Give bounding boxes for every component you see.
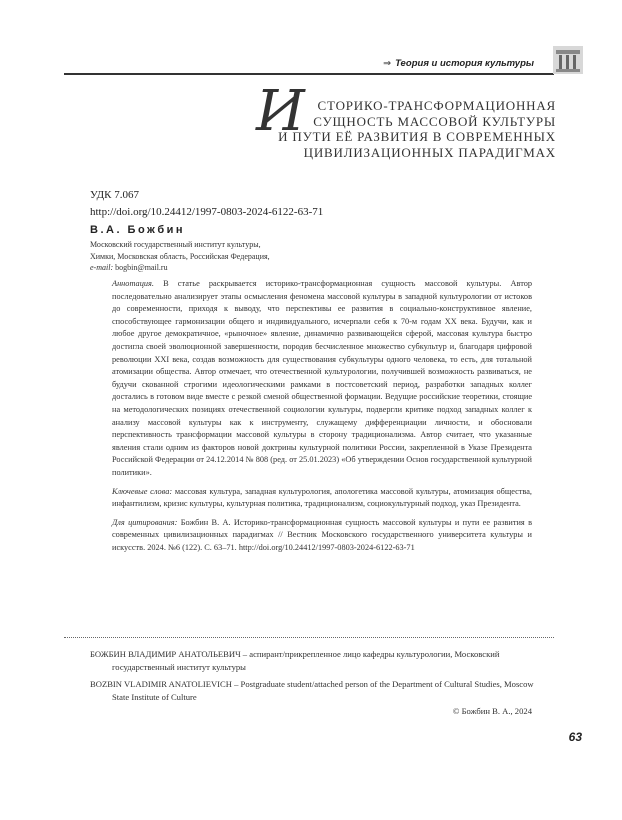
header-rule (64, 73, 554, 75)
author-affiliation (90, 239, 270, 274)
citation-label: Для цитирования: (112, 517, 178, 527)
abstract-label: Аннотация. (112, 279, 154, 288)
keywords-label: Ключевые слова: (112, 486, 173, 496)
title-line: И ПУТИ ЕЁ РАЗВИТИЯ В СОВРЕМЕННЫХ (278, 129, 556, 144)
page-number: 63 (568, 730, 582, 744)
dotted-divider (64, 637, 554, 638)
author-name: В.А. Божбин (90, 224, 186, 236)
abstract (112, 278, 532, 480)
section-title: Теория и история культуры (395, 58, 534, 69)
title-initial: И (256, 79, 305, 144)
article-meta (90, 187, 323, 221)
author-bio (90, 648, 534, 708)
author-email[interactable]: bogbin@mail.ru (115, 263, 168, 272)
udk-code: УДК 7.067 (90, 189, 140, 201)
affiliation-line: Химки, Московская область, Российская Федерация, (90, 251, 270, 261)
arrow-icon: ⇒ (383, 58, 392, 69)
abstract-block (112, 278, 532, 560)
citation (112, 517, 532, 555)
title-line: ЦИВИЛИЗАЦИОННЫХ ПАРАДИГМАХ (303, 144, 556, 160)
article-title (200, 79, 556, 160)
copyright: © Божбин В. А., 2024 (452, 706, 532, 716)
doi-link[interactable]: http://doi.org/10.24412/1997-0803-2024-6122-63-71 (90, 206, 324, 218)
title-line: СУЩНОСТЬ МАССОВОЙ КУЛЬТУРЫ (313, 113, 556, 129)
email-label: e-mail: (90, 263, 114, 272)
citation-text: Божбин В. А. Историко-трансформационная сущность массовой культуры и пути ее развития в современных цивилизационных парадигмах // Вестник Московского государственного университета культуры и искусств. 2024. №6 (122). С. 63–71. http://doi.org/10.24412/1997-0803-2024-6122-63-71 (112, 517, 533, 552)
keywords (112, 486, 532, 511)
affiliation-line: Московский государственный институт культуры, (90, 240, 261, 249)
running-header (383, 58, 534, 69)
title-line: СТОРИКО-ТРАНСФОРМАЦИОННАЯ (317, 98, 556, 113)
bio-ru: БОЖБИН ВЛАДИМИР АНАТОЛЬЕВИЧ – аспирант/прикрепленное лицо кафедры культурологии, Московский государственный институт культуры (90, 649, 500, 672)
keywords-text: массовая культура, западная культурология, апологетика массовой культуры, атомизация общества, инфантилизм, кризис культуры, культурная политика, традиционализм, социокультурный подход, указ Президента. (112, 486, 533, 509)
author-email-line (90, 262, 270, 274)
bio-en: BOZBIN VLADIMIR ANATOLIEVICH – Postgraduate student/attached person of the Department of Cultural Studies, Moscow State Institute of Culture (90, 679, 534, 702)
column-logo-icon (553, 46, 583, 74)
abstract-text: В статье раскрывается историко-трансформационная сущность массовой культуры. Автор последовательно анализирует этапы осмысления феномена массовой культуры в западной культурологии от истоков до современности, приходя к выводу, что перспективы ее развития в социально-конструктивное явление, способствующее гармонизации общего и индивидуального, исчерпали себя к 70-м годам XX века. Будучи, как и любое другое демократичное, «рыночное» явление, динамично развивающейся сферой, массовая культура быстро достигла своей эволюционной завершенности, породив бесчисленное множество субкультур и, благодаря цифровой революции XXI века, создав возможность для существования субкультуры одного человека, то есть, для тотальной атомизации общества. Автор отмечает, что отечественной культурологии, получившей возможность развиваться, не будучи скованной строгими идеологическими рамками в постсоветский период, разработки западных коллег достались в готовом виде вместе с резкой сменой общественной формации. Ведущие российские теоретики, стоящие на методологических позициях отечественной социологии культуры, подвергли критике подход западных коллег к анализу массовой культуры как к инструменту, служащему дифференциации личности, и обосновали перспективность трансформации массовой культуры в сторону традиционализма. Автор считает, что указанные явления стали одним из факторов новой доктрины культурной политики России, закрепленной в Указе Президента Российской Федерации от 24.12.2014 № 808 (ред. от 25.01.2023) «Об утверждении Основ государственной культурной политики». (112, 279, 533, 477)
